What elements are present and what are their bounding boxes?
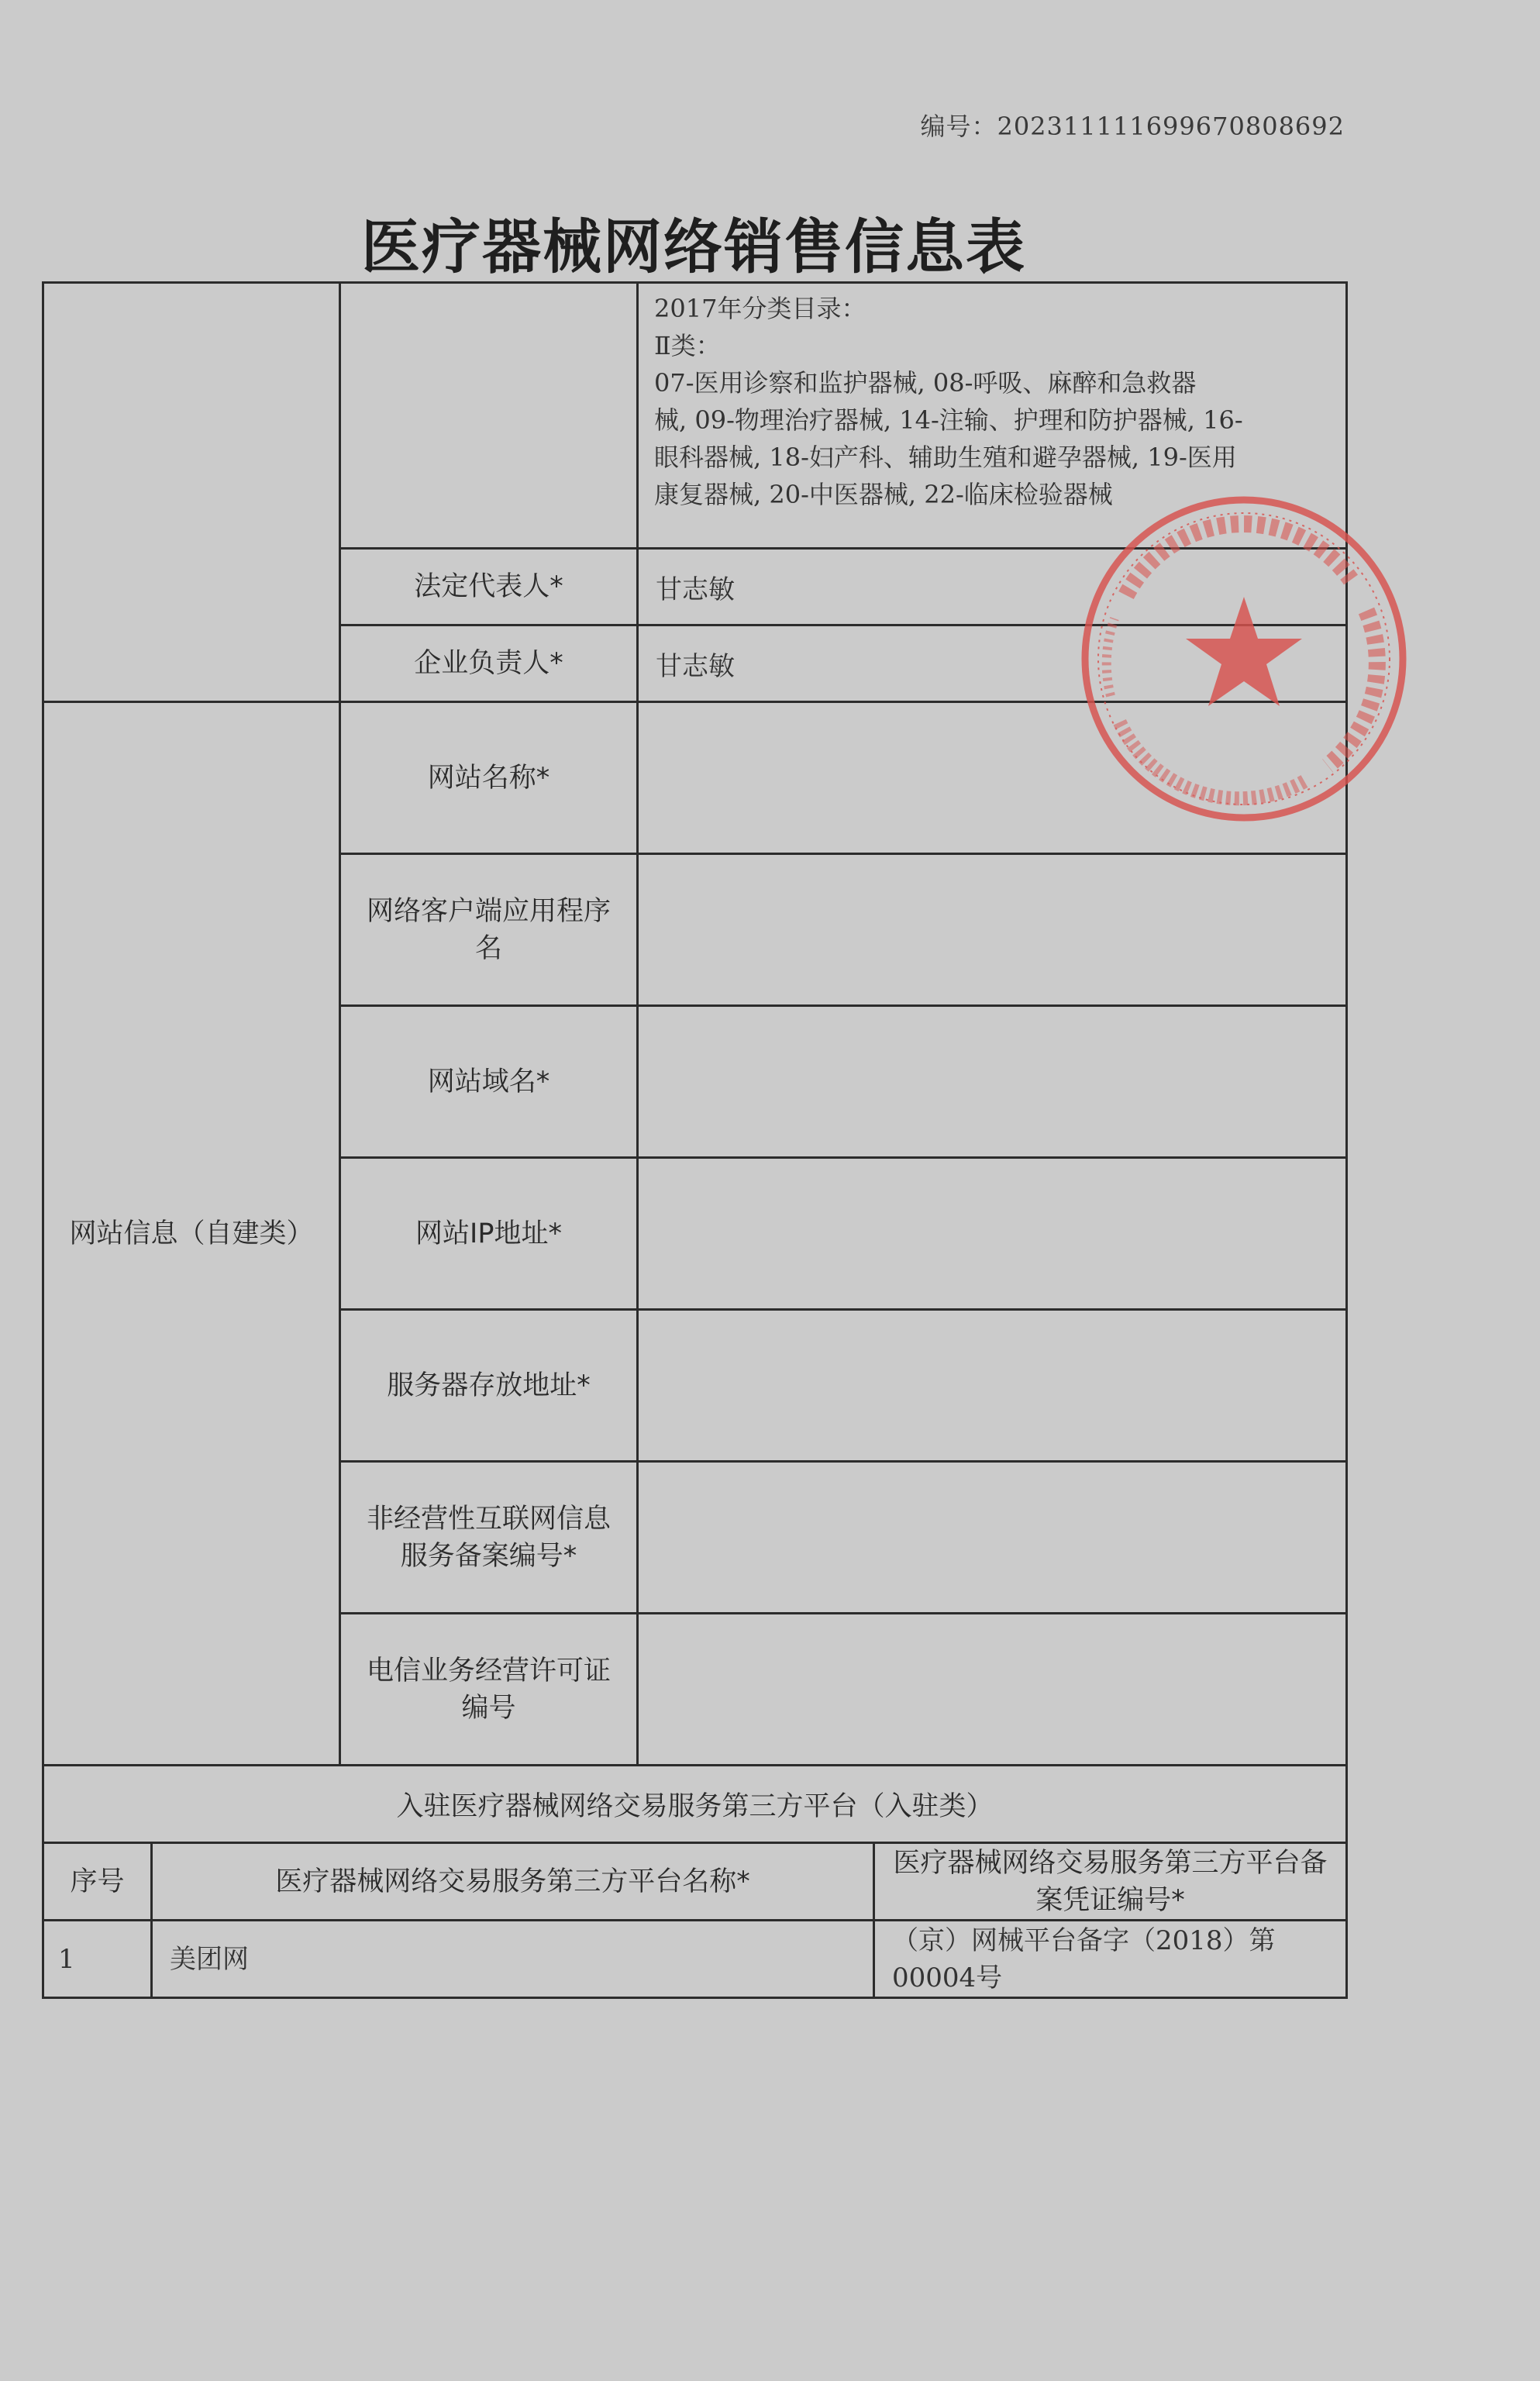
row-index: 1 (43, 1921, 152, 1998)
table-row (43, 1921, 1347, 1998)
document-number-label: 编号： (920, 112, 997, 141)
col-platform-name-header: 医疗器械网络交易服务第三方平台名称* (152, 1843, 874, 1921)
icp-record-value (638, 1462, 1347, 1614)
company-seal-stamp (1072, 487, 1417, 832)
icp-record-label: 非经营性互联网信息服务备案编号* (340, 1462, 638, 1614)
page-title: 医疗器械网络销售信息表 (361, 212, 1026, 281)
document-number (920, 107, 1345, 143)
telecom-license-label: 电信业务经营许可证编号 (340, 1614, 638, 1766)
document-number-value: 202311111699670808692 (997, 112, 1345, 141)
principal-label: 企业负责人* (340, 625, 638, 702)
catalog-line: 2017年分类目录： (654, 294, 866, 323)
row-record-number: （京）网械平台备字（2018）第00004号 (874, 1921, 1347, 1998)
telecom-license-value (638, 1614, 1347, 1766)
catalog-line: 械, 09-物理治疗器械, 14-注输、护理和防护器械, 16- (654, 405, 1243, 435)
website-name-label: 网站名称* (340, 702, 638, 854)
domain-label: 网站域名* (340, 1006, 638, 1158)
platform-section-heading: 入驻医疗器械网络交易服务第三方平台（入驻类） (43, 1766, 1347, 1843)
domain-value (638, 1006, 1347, 1158)
server-address-value (638, 1310, 1347, 1462)
principal-value: 甘志敏 (638, 625, 1347, 702)
col-index-header: 序号 (43, 1843, 152, 1921)
catalog-line: 07-医用诊察和监护器械, 08-呼吸、麻醉和急救器 (654, 368, 1197, 398)
legal-rep-label: 法定代表人* (340, 549, 638, 625)
app-name-label: 网络客户端应用程序名 (340, 854, 638, 1006)
catalog-line: 康复器械, 20-中医器械, 22-临床检验器械 (654, 480, 1113, 509)
ip-address-value (638, 1158, 1347, 1310)
catalog-label-cell (340, 283, 638, 549)
website-section-label: 网站信息（自建类） (43, 702, 340, 1766)
legal-rep-value: 甘志敏 (638, 549, 1347, 625)
blank-left-cell (43, 283, 340, 702)
server-address-label: 服务器存放地址* (340, 1310, 638, 1462)
ip-address-label: 网站IP地址* (340, 1158, 638, 1310)
app-name-value (638, 854, 1347, 1006)
catalog-line: 眼科器械, 18-妇产科、辅助生殖和避孕器械, 19-医用 (654, 443, 1237, 472)
row-platform-name: 美团网 (152, 1921, 874, 1998)
col-record-header: 医疗器械网络交易服务第三方平台备案凭证编号* (874, 1843, 1347, 1921)
catalog-line: Ⅱ类： (654, 331, 721, 360)
